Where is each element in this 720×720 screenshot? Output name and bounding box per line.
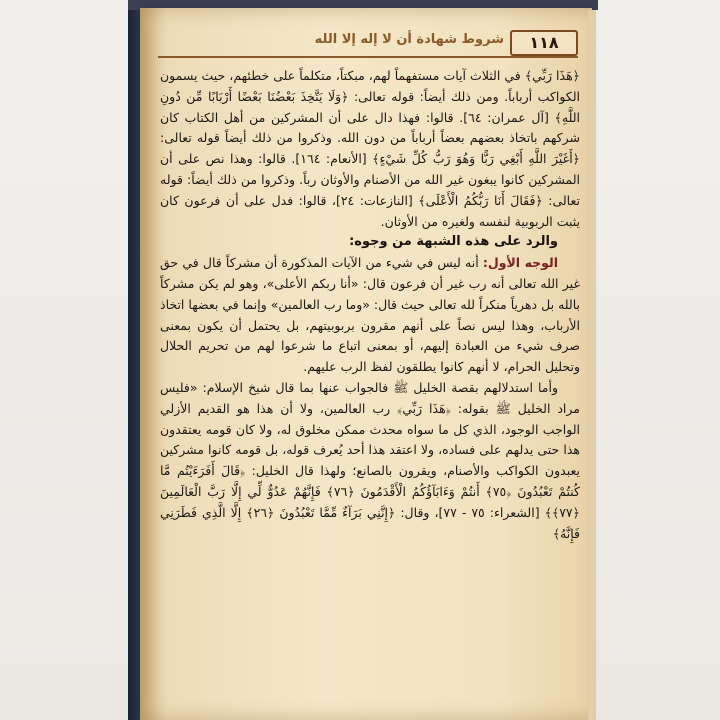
running-head: شروط شهادة أن لا إله إلا الله bbox=[314, 32, 504, 47]
page-number: ١١٨ bbox=[529, 33, 559, 52]
paragraph-1: ﴿هَذَا رَبِّي﴾ في الثلاث آيات مستفهماً لهم، مبكتاً، متكلماً على خطئهم، حيث يسمون الكواكب أرباباً. ومن ذلك أيضاً: قوله تعالى: ﴿وَلَا يَتَّخِذَ بَعْضُنَا بَعْضًا أَرْبَابًا مِّن دُونِ اللَّهِ﴾ [آل عمران: ٦٤]. قالوا: فهذا دال على أن المشركين من أهل الكتاب كان شركهم باتخاذ بعضهم بعضاً أرباباً من دون الله. وذكروا من ذلك أيضاً قوله تعالى: ﴿أَغَيْرَ اللَّهِ أَبْغِي رَبًّا وَهُوَ رَبُّ كُلِّ شَيْءٍ﴾ [الأنعام: ١٦٤]. قالوا: وهذا نص على أن المشركين كانوا يبغون غير الله من الأصنام والأوثان رباً. وذكروا من ذلك أيضاً: قوله تعالى: ﴿فَقَالَ أَنَا رَبُّكُمُ الْأَعْلَى﴾ [النازعات: ٢٤]، قالوا: فدل على أن فرعون كان يثبت الربوبية لنفسه ولغيره من الأوثان. bbox=[160, 68, 580, 229]
header-rule bbox=[158, 56, 578, 58]
page-number-frame bbox=[510, 30, 578, 56]
book-page bbox=[140, 8, 592, 720]
section-heading: والرد على هذه الشبهة من وجوه: bbox=[349, 234, 558, 250]
paragraph-3: وأما استدلالهم بقصة الخليل ﷺ فالجواب عنها بما قال شيخ الإسلام: «فليس مراد الخليل ﷺ بقوله: ﴿هَذَا رَبِّي﴾ رب العالمين، ولا أن هذا هو القديم الأزلي الواجب الوجود، الذي كل ما سواه محدث ممكن مخلوق له، ولا كان قومه يعتقدون هذا حتى يدلهم على فساده، ولا اعتقد هذا أحد يُعرف قوله، بل قومه كانوا مشركين يعبدون الكواكب والأصنام، ويقرون بالصانع؛ ولهذا قال الخليل: ﴿قَالَ أَفَرَءَيْتُم مَّا كُنتُمْ تَعْبُدُونَ ﴿٧٥﴾ أَنتُمْ وَءَابَآؤُكُمُ الْأَقْدَمُونَ ﴿٧٦﴾ فَإِنَّهُمْ عَدُوٌّ لِّي إِلَّا رَبَّ الْعَالَمِينَ ﴿٧٧﴾﴾ [الشعراء: ٧٥ - ٧٧]، وقال: ﴿إِنَّنِي بَرَآءٌ مِّمَّا تَعْبُدُونَ ﴿٢٦﴾ إِلَّا الَّذِي فَطَرَنِي فَإِنَّهُ﴾ bbox=[160, 379, 580, 541]
paragraph-2 bbox=[160, 253, 580, 378]
paragraph-2-text: أنه ليس في شيء من الآيات المذكورة أن مشركاً قال في حق غير الله تعالى أنه رب غير أن فرعون قال: «أنا ربكم الأعلى»، وهو لم يكن مشركاً بالله بل دهرياً منكراً لله تعالى حيث قال: «وما رب العالمين» وإنما في بعضها اتخاذ الأرباب، وهذا ليس نصاً على أنهم مقرون بربوبيتهم، بل يحتمل أن يكون بمعنى صرف شيء من العبادة إليهم، أو بمعنى اتباع ما شرعوا لهم من تحريم الحلال وتحليل الحرام، لا أنهم كانوا يطلقون لفظ الرب عليهم. bbox=[160, 255, 580, 375]
page-stack-edge bbox=[588, 10, 596, 720]
page-body bbox=[160, 66, 580, 716]
page-header bbox=[158, 30, 578, 56]
paragraph-2-lead: الوجه الأول: bbox=[482, 255, 559, 271]
